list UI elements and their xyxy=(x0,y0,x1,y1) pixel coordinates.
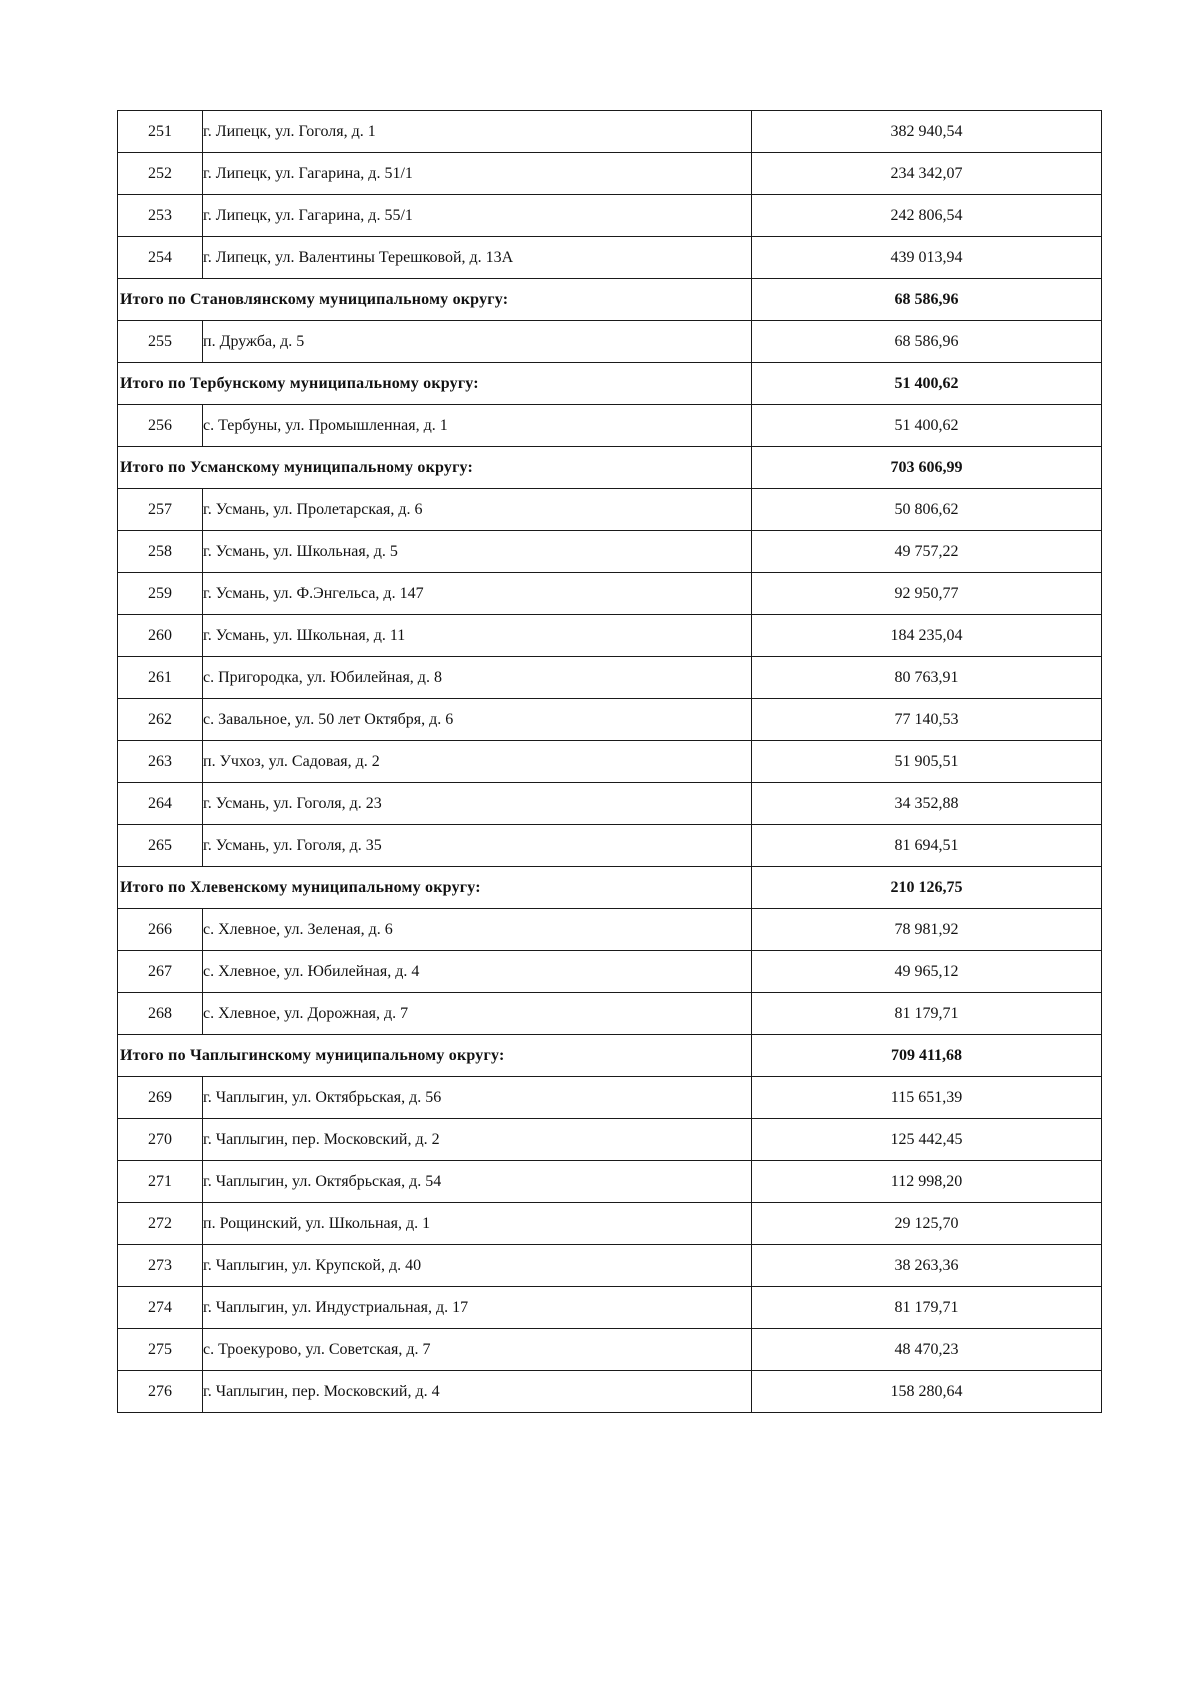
row-amount: 34 352,88 xyxy=(752,783,1102,825)
row-amount: 242 806,54 xyxy=(752,195,1102,237)
row-number: 274 xyxy=(118,1287,203,1329)
district-total-label: Итого по Хлевенскому муниципальному округу: xyxy=(118,867,752,909)
row-number: 262 xyxy=(118,699,203,741)
table-row xyxy=(118,1077,1102,1119)
row-number: 271 xyxy=(118,1161,203,1203)
row-amount: 48 470,23 xyxy=(752,1329,1102,1371)
row-number: 268 xyxy=(118,993,203,1035)
row-number: 260 xyxy=(118,615,203,657)
row-number: 265 xyxy=(118,825,203,867)
row-amount: 78 981,92 xyxy=(752,909,1102,951)
district-total-amount: 68 586,96 xyxy=(752,279,1102,321)
row-amount: 77 140,53 xyxy=(752,699,1102,741)
row-address: г. Чаплыгин, ул. Октябрьская, д. 56 xyxy=(203,1077,752,1119)
row-address: п. Учхоз, ул. Садовая, д. 2 xyxy=(203,741,752,783)
row-amount: 112 998,20 xyxy=(752,1161,1102,1203)
district-total-amount: 709 411,68 xyxy=(752,1035,1102,1077)
row-amount: 158 280,64 xyxy=(752,1371,1102,1413)
table-row xyxy=(118,909,1102,951)
row-number: 264 xyxy=(118,783,203,825)
row-amount: 382 940,54 xyxy=(752,111,1102,153)
row-amount: 234 342,07 xyxy=(752,153,1102,195)
table-row xyxy=(118,1119,1102,1161)
row-number: 251 xyxy=(118,111,203,153)
row-amount: 92 950,77 xyxy=(752,573,1102,615)
table-row xyxy=(118,111,1102,153)
table-row xyxy=(118,1329,1102,1371)
row-amount: 50 806,62 xyxy=(752,489,1102,531)
row-address: г. Чаплыгин, ул. Крупской, д. 40 xyxy=(203,1245,752,1287)
district-total-row xyxy=(118,279,1102,321)
table-row xyxy=(118,321,1102,363)
row-amount: 51 905,51 xyxy=(752,741,1102,783)
row-address: г. Липецк, ул. Гагарина, д. 55/1 xyxy=(203,195,752,237)
row-address: г. Усмань, ул. Пролетарская, д. 6 xyxy=(203,489,752,531)
district-total-label: Итого по Становлянскому муниципальному округу: xyxy=(118,279,752,321)
district-total-row xyxy=(118,1035,1102,1077)
row-number: 272 xyxy=(118,1203,203,1245)
district-total-row xyxy=(118,363,1102,405)
row-address: г. Липецк, ул. Гагарина, д. 51/1 xyxy=(203,153,752,195)
table-row xyxy=(118,195,1102,237)
district-total-amount: 51 400,62 xyxy=(752,363,1102,405)
funding-table xyxy=(117,110,1102,1413)
row-number: 253 xyxy=(118,195,203,237)
row-amount: 184 235,04 xyxy=(752,615,1102,657)
row-number: 255 xyxy=(118,321,203,363)
row-number: 257 xyxy=(118,489,203,531)
row-address: г. Усмань, ул. Ф.Энгельса, д. 147 xyxy=(203,573,752,615)
row-address: г. Усмань, ул. Школьная, д. 5 xyxy=(203,531,752,573)
row-address: с. Хлевное, ул. Дорожная, д. 7 xyxy=(203,993,752,1035)
table-row xyxy=(118,741,1102,783)
row-amount: 29 125,70 xyxy=(752,1203,1102,1245)
row-address: г. Чаплыгин, пер. Московский, д. 2 xyxy=(203,1119,752,1161)
row-amount: 68 586,96 xyxy=(752,321,1102,363)
row-number: 256 xyxy=(118,405,203,447)
row-amount: 38 263,36 xyxy=(752,1245,1102,1287)
row-address: с. Хлевное, ул. Зеленая, д. 6 xyxy=(203,909,752,951)
district-total-label: Итого по Усманскому муниципальному округу: xyxy=(118,447,752,489)
row-address: с. Завальное, ул. 50 лет Октября, д. 6 xyxy=(203,699,752,741)
row-number: 270 xyxy=(118,1119,203,1161)
district-total-amount: 703 606,99 xyxy=(752,447,1102,489)
row-amount: 439 013,94 xyxy=(752,237,1102,279)
row-amount: 49 757,22 xyxy=(752,531,1102,573)
row-address: п. Рощинский, ул. Школьная, д. 1 xyxy=(203,1203,752,1245)
row-amount: 81 179,71 xyxy=(752,993,1102,1035)
row-amount: 115 651,39 xyxy=(752,1077,1102,1119)
row-number: 267 xyxy=(118,951,203,993)
table-row xyxy=(118,531,1102,573)
row-address: г. Усмань, ул. Гоголя, д. 23 xyxy=(203,783,752,825)
table-row xyxy=(118,153,1102,195)
district-total-label: Итого по Тербунскому муниципальному округу: xyxy=(118,363,752,405)
table-row xyxy=(118,657,1102,699)
row-address: г. Чаплыгин, ул. Индустриальная, д. 17 xyxy=(203,1287,752,1329)
row-address: п. Дружба, д. 5 xyxy=(203,321,752,363)
table-row xyxy=(118,405,1102,447)
row-number: 266 xyxy=(118,909,203,951)
row-number: 273 xyxy=(118,1245,203,1287)
table-row xyxy=(118,1203,1102,1245)
row-number: 276 xyxy=(118,1371,203,1413)
table-row xyxy=(118,573,1102,615)
table-row xyxy=(118,1287,1102,1329)
table-row xyxy=(118,951,1102,993)
district-total-amount: 210 126,75 xyxy=(752,867,1102,909)
table-row xyxy=(118,1371,1102,1413)
row-amount: 51 400,62 xyxy=(752,405,1102,447)
row-number: 261 xyxy=(118,657,203,699)
table-row xyxy=(118,489,1102,531)
row-amount: 125 442,45 xyxy=(752,1119,1102,1161)
row-number: 263 xyxy=(118,741,203,783)
row-number: 254 xyxy=(118,237,203,279)
district-total-row xyxy=(118,447,1102,489)
row-address: г. Чаплыгин, пер. Московский, д. 4 xyxy=(203,1371,752,1413)
table-row xyxy=(118,993,1102,1035)
row-address: с. Тербуны, ул. Промышленная, д. 1 xyxy=(203,405,752,447)
row-address: с. Хлевное, ул. Юбилейная, д. 4 xyxy=(203,951,752,993)
table-row xyxy=(118,237,1102,279)
row-address: г. Усмань, ул. Гоголя, д. 35 xyxy=(203,825,752,867)
table-row xyxy=(118,699,1102,741)
row-amount: 81 179,71 xyxy=(752,1287,1102,1329)
row-address: г. Липецк, ул. Гоголя, д. 1 xyxy=(203,111,752,153)
table-row xyxy=(118,783,1102,825)
table-row xyxy=(118,615,1102,657)
table-body xyxy=(118,111,1102,1413)
table-row xyxy=(118,825,1102,867)
row-number: 252 xyxy=(118,153,203,195)
row-address: г. Усмань, ул. Школьная, д. 11 xyxy=(203,615,752,657)
row-address: с. Пригородка, ул. Юбилейная, д. 8 xyxy=(203,657,752,699)
district-total-label: Итого по Чаплыгинскому муниципальному округу: xyxy=(118,1035,752,1077)
row-number: 269 xyxy=(118,1077,203,1119)
table-row xyxy=(118,1245,1102,1287)
row-address: г. Липецк, ул. Валентины Терешковой, д. 13А xyxy=(203,237,752,279)
district-total-row xyxy=(118,867,1102,909)
row-amount: 80 763,91 xyxy=(752,657,1102,699)
row-number: 259 xyxy=(118,573,203,615)
table-row xyxy=(118,1161,1102,1203)
row-number: 258 xyxy=(118,531,203,573)
row-amount: 81 694,51 xyxy=(752,825,1102,867)
row-amount: 49 965,12 xyxy=(752,951,1102,993)
row-number: 275 xyxy=(118,1329,203,1371)
row-address: с. Троекурово, ул. Советская, д. 7 xyxy=(203,1329,752,1371)
row-address: г. Чаплыгин, ул. Октябрьская, д. 54 xyxy=(203,1161,752,1203)
